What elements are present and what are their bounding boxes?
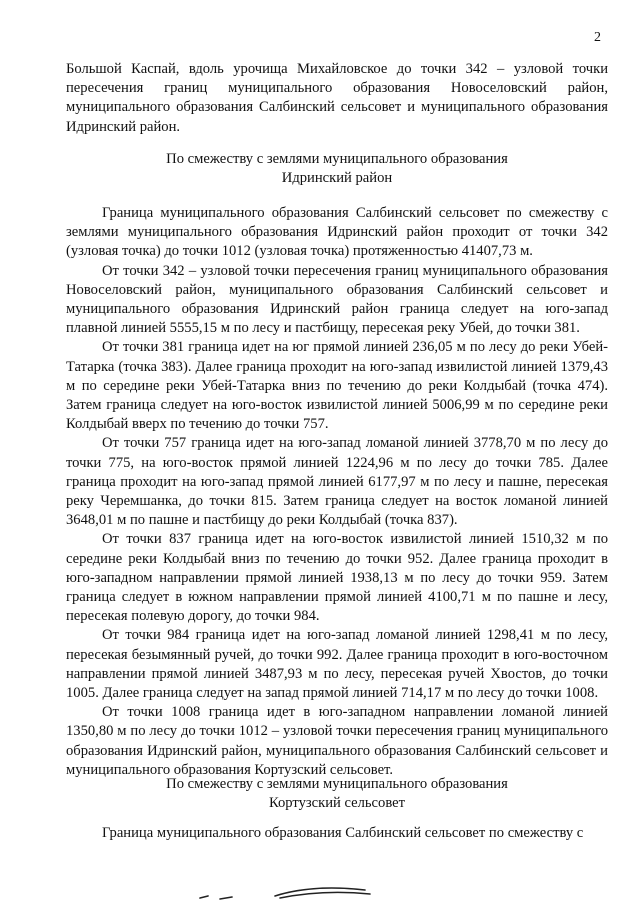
signature-mark	[180, 880, 380, 905]
intro-paragraph-block	[66, 60, 608, 137]
section-heading-idrinsky	[66, 150, 608, 188]
body-paragraph: От точки 342 – узловой точки пересечения границ муниципального образования Новоселовский район, муниципального образования Салбинский сельсовет и муниципального образования Идринский район граница следует на юго-запад плавной линией 5555,15 м по лесу и пастбищу, пересекая реку Убей, до точки 381.	[66, 262, 608, 337]
section-heading-line: По смежеству с землями муниципального образования	[166, 776, 508, 792]
body-paragraph: Граница муниципального образования Салбинский сельсовет по смежеству с	[102, 825, 584, 841]
intro-paragraph: Большой Каспай, вдоль урочища Михайловское до точки 342 – узловой точки пересечения границ муниципального образования Новоселовский район, муниципального образования Салбинский сельсовет и муниципального образования Идринский район.	[66, 61, 608, 135]
body-paragraph: От точки 1008 граница идет в юго-западном направлении ломаной линией 1350,80 м по лесу до точки 1012 – узловой точки пересечения границ муниципального образования Идринский район, муниципального образования Салбинский сельсовет и муниципального образования Кортузский сельсовет.	[66, 704, 608, 778]
section-heading-line: Идринский район	[281, 170, 393, 187]
section-heading-line: Кортузский сельсовет	[269, 795, 405, 812]
body-paragraph: От точки 984 граница идет на юго-запад ломаной линией 1298,41 м по лесу, пересекая безымянный ручей, до точки 992. Далее граница проходит в юго-восточном направлении прямой линией 3487,93 м по лесу, пересекая ручей Хвостов, до точки 1005. Далее граница следует на запад прямой линией 714,17 м по лесу до точки 1008.	[66, 627, 608, 702]
body-paragraph: От точки 757 граница идет на юго-запад ломаной линией 3778,70 м по лесу до точки 775, на юго-восток прямой линией 1224,96 м по лесу до точки 785. Далее граница проходит на юго-запад прямой линией 6177,97 м по лесу и пашне, пересекая реку Черемшанка, до точки 815. Затем граница следует на восток ломаной линией 3648,01 м по пашне и пастбищу до реки Колдыбай (точка 837).	[66, 435, 608, 529]
page-number: 2	[594, 30, 601, 45]
section-heading-kortuzsky	[66, 775, 608, 813]
body-paragraph: От точки 837 граница идет на юго-восток извилистой линией 1510,32 м по середине реки Колдыбай вниз по течению до точки 952. Далее граница проходит в юго-западном направлении прямой линией 1938,13 м по лесу до точки 959. Затем граница следует в южном направлении прямой линией 4100,71 м по пашне и лесу, пересекая полевую дорогу, до точки 984.	[66, 531, 608, 625]
body-paragraph: Граница муниципального образования Салбинский сельсовет по смежеству с землями муниципального образования Идринский район проходит от точки 342 (узловая точка) до точки 1012 (узловая точка) протяженностью 41407,73 м.	[66, 205, 608, 260]
body-paragraph: От точки 381 граница идет на юг прямой линией 236,05 м по лесу до реки Убей-Татарка (точка 383). Далее граница проходит на юго-запад извилистой линией 1379,43 м по середине реки Убей-Татарка вниз по течению до реки Колдыбай (точка 474). Затем граница следует на юго-восток извилистой линией 5006,99 м по середине реки Колдыбай вверх по течению до точки 757.	[66, 339, 608, 433]
section-body-idrinsky	[66, 204, 608, 780]
section-body-kortuzsky	[66, 824, 608, 843]
section-heading-line: По смежеству с землями муниципального образования	[166, 151, 508, 167]
